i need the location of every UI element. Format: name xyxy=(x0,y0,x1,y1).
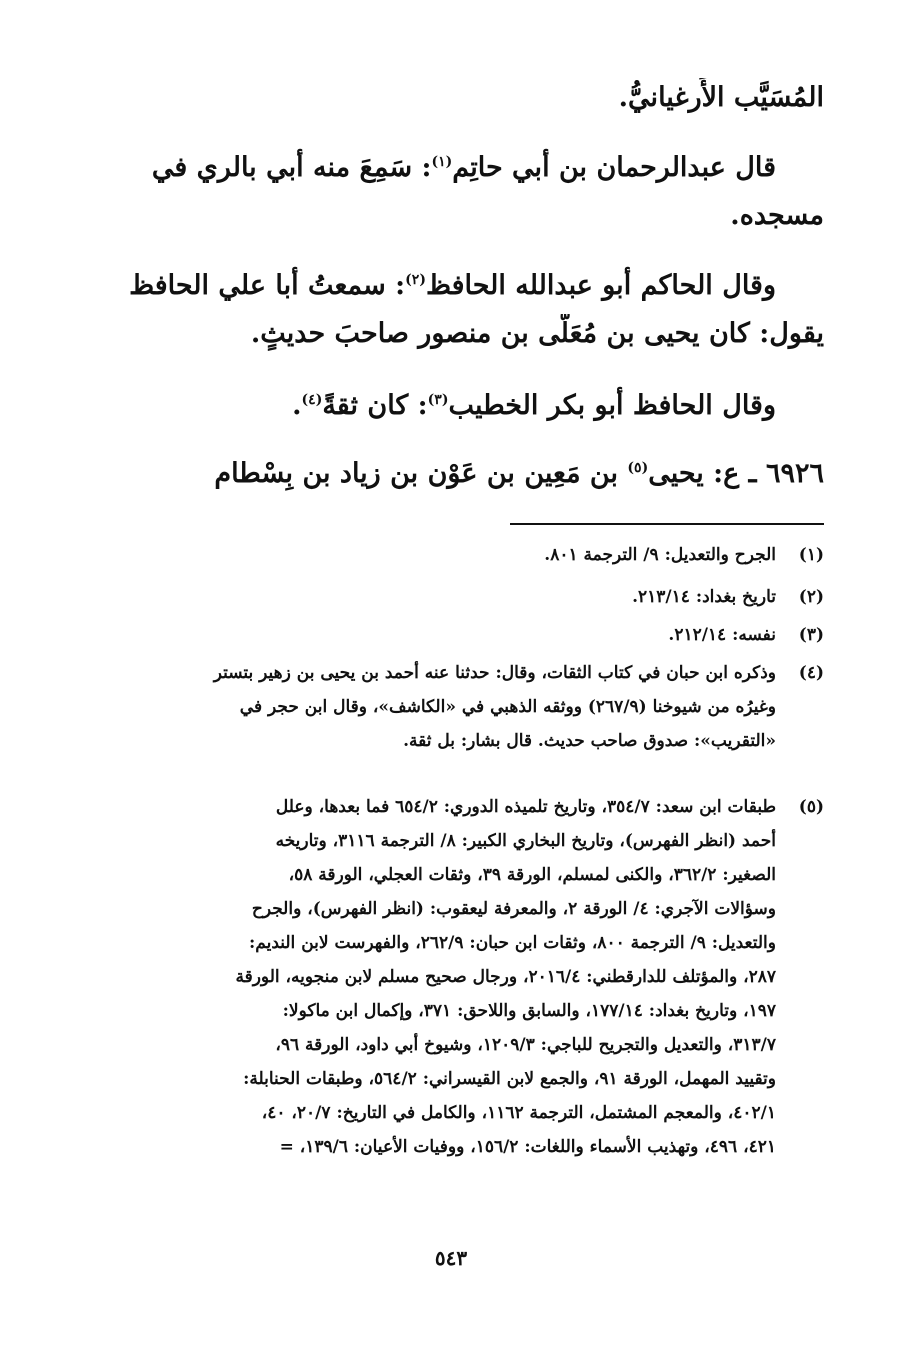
footnote-text: ٢٨٧، والمؤتلف للدارقطني: ٢٠١٦/٤، ورجال صحيح مسلم لابن منجويه، الورقة xyxy=(235,967,776,987)
footnote-text: الصغير: ٣٦٢/٢، والكنى لمسلم، الورقة ٣٩، وثقات العجلي، الورقة ٥٨، xyxy=(288,865,776,885)
text-segment: : كان ثقةً xyxy=(322,390,428,421)
footnote-4 xyxy=(100,656,824,758)
footnote-text: والتعديل: ٩/ الترجمة ٨٠٠، وثقات ابن حبان: ٢٦٢/٩، والفهرست لابن النديم: xyxy=(249,933,776,953)
footnote-3 xyxy=(100,618,824,652)
text-line-2 xyxy=(118,142,824,188)
text-line-5 xyxy=(118,314,824,354)
text-line-6 xyxy=(118,380,824,426)
footnote-2 xyxy=(100,580,824,614)
footnote-text: ١٩٧، وتاريخ بغداد: ١٧٧/١٤، والسابق واللاحق: ٣٧١، وإكمال ابن ماكولا: xyxy=(282,1001,776,1021)
text-segment: قال عبدالرحمان بن أبي حاتِم xyxy=(452,152,776,183)
footnote-1 xyxy=(100,538,824,572)
footnote-number: (١) xyxy=(798,545,824,565)
footnote-text: «التقريب»: صدوق صاحب حديث. قال بشار: بل ثقة. xyxy=(403,731,776,751)
footnote-text: وذكره ابن حبان في كتاب الثقات، وقال: حدثنا عنه أحمد بن يحيى بن زهير بتستر xyxy=(213,663,776,683)
text-segment: المُسَيَّب الأَرغيانيُّ. xyxy=(618,82,824,113)
footnote-text: أحمد (انظر الفهرس)، وتاريخ البخاري الكبير: ٨/ الترجمة ٣١١٦، وتاريخه xyxy=(275,831,776,851)
footnote-number: (٤) xyxy=(798,663,824,683)
text-line-4 xyxy=(118,260,824,306)
text-segment: بن مَعِين بن عَوْن بن زياد بن بِسْطام xyxy=(214,458,628,489)
text-segment: : سَمِعَ منه أبي بالري في xyxy=(151,152,432,183)
footnote-text: وسؤالات الآجري: ٤/ الورقة ٢، والمعرفة ليعقوب: (انظر الفهرس)، والجرح xyxy=(251,899,776,919)
footnote-ref-5[interactable]: (٥) xyxy=(627,460,649,476)
footnote-5 xyxy=(100,790,824,1164)
text-line-1 xyxy=(118,78,824,118)
footnote-number: (٢) xyxy=(798,587,824,607)
footnote-text: ٣١٣/٧، والتعديل والتجريح للباجي: ١٢٠٩/٣، وشيوخ أبي داود، الورقة ٩٦، xyxy=(275,1035,776,1055)
text-segment: مسجده. xyxy=(730,200,824,231)
text-segment: وقال الحاكم أبو عبدالله الحافظ xyxy=(425,270,776,301)
footnote-text: نفسه: ٢١٢/١٤. xyxy=(668,625,776,645)
text-segment: يقول: كان يحيى بن مُعَلَّى بن منصور صاحبَ حديثٍ. xyxy=(250,318,824,349)
text-line-3 xyxy=(118,196,824,236)
footnote-ref-2[interactable]: (٢) xyxy=(405,272,426,288)
text-segment: : سمعتُ أبا علي الحافظ xyxy=(129,270,406,301)
page-number: ٥٤٣ xyxy=(434,1246,468,1270)
footnote-number: (٣) xyxy=(798,625,824,645)
footnote-number: (٥) xyxy=(798,797,824,817)
entry-heading xyxy=(118,448,824,494)
footnote-text: ٤٠٢/١، والمعجم المشتمل، الترجمة ١١٦٢، والكامل في التاريخ: ٢٠/٧، ٤٠، xyxy=(261,1103,776,1123)
footnote-text: وتقييد المهمل، الورقة ٩١، والجمع لابن القيسراني: ٥٦٤/٢، وطبقات الحنابلة: xyxy=(243,1069,776,1089)
footnote-text: الجرح والتعديل: ٩/ الترجمة ٨٠١. xyxy=(544,545,776,565)
footnote-text: وغيرُه من شيوخنا (٢٦٧/٩) ووثقه الذهبي في «الكاشف»، وقال ابن حجر في xyxy=(239,697,776,717)
text-segment: وقال الحافظ أبو بكر الخطيب xyxy=(448,390,776,421)
footnote-ref-4[interactable]: (٤) xyxy=(301,392,323,408)
footnote-separator xyxy=(510,523,824,525)
footnote-text: تاريخ بغداد: ٢١٣/١٤. xyxy=(632,587,776,607)
footnote-text: طبقات ابن سعد: ٣٥٤/٧، وتاريخ تلميذه الدوري: ٦٥٤/٢ فما بعدها، وعلل xyxy=(275,797,776,817)
footnote-ref-3[interactable]: (٣) xyxy=(427,392,449,408)
footnote-ref-1[interactable]: (١) xyxy=(431,154,453,170)
footnote-text: ٤٢١، ٤٩٦، وتهذيب الأسماء واللغات: ١٥٦/٢، ووفيات الأعيان: ١٣٩/٦، = xyxy=(279,1137,776,1157)
text-segment: . xyxy=(292,390,302,421)
text-segment: ٦٩٢٦ ـ ع: يحيى xyxy=(648,458,824,489)
